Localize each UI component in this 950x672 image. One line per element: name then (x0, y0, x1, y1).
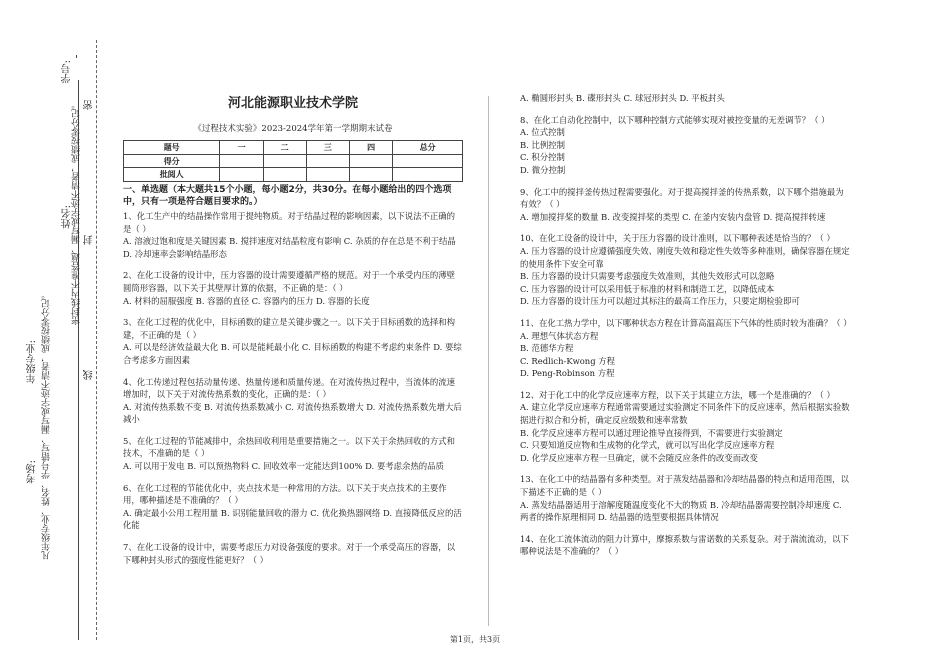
question (123, 541, 463, 566)
question (123, 376, 463, 426)
student-id-label: 学号: (62, 60, 73, 84)
question-text: 8、在化工自动化控制中，以下哪种控制方式能够实现对被控变量的无差调节？（ ） (520, 114, 830, 125)
question (123, 269, 463, 307)
option: C. 只要知道反应物和生成物的化学式，就可以写出化学反应速率方程 (520, 440, 775, 451)
question-text: 6、在化工过程的节能优化中，夹点技术是一种常用的方法。以下关于夹点技术的主要作用，哪种描述是不准确的？（ ） (123, 482, 447, 506)
column-divider (488, 96, 489, 626)
score-table-row (124, 168, 463, 182)
score-table-row (124, 141, 463, 155)
question-text: 14、在化工流体流动的阻力计算中，摩擦系数与雷诺数的关系复杂。对于湍流流动，以下哪种说法是不准确的？（ ） (520, 533, 849, 557)
option: B. 压力容器的设计只需要考虑强度失效准则，其他失效形式可以忽略 (520, 271, 775, 282)
score-table-label: 批阅人 (124, 168, 220, 182)
binding-strip (0, 0, 110, 672)
school-title: 河北能源职业技术学院 (227, 96, 358, 111)
seal-notice-2: 凡年级专业、姓名、学号错写、漏写或字迹不清者，成绩按零分记。 (42, 290, 52, 560)
score-table-label: 得分 (124, 154, 220, 168)
question-options: A. 对流传热系数不变 B. 对流传热系数减小 C. 对流传热系数增大 D. 对流传热系数先增大后减小 (123, 401, 462, 425)
question (520, 114, 850, 177)
question-text: 4、化工传递过程包括动量传递、热量传递和质量传递。在对流传热过程中，当流体的流速增加时，以下关于对流传热系数的变化，正确的是：（ ） (123, 376, 455, 400)
option: D. Peng-Robinson 方程 (520, 368, 615, 379)
question (520, 473, 850, 523)
option: A. 压力容器的设计应遵循强度失效、刚度失效和稳定性失效等多种准则，确保容器在规定的使用条件下安全可靠 (520, 245, 850, 269)
question-options: A. 椭圆形封头 B. 碟形封头 C. 球冠形封头 D. 平板封头 (520, 93, 725, 103)
question-options: A. 可以用于发电 B. 可以预热物料 C. 回收效率一定能达到100% D. 要考虑余热的品质 (123, 461, 444, 472)
question (123, 482, 463, 532)
question-text: 5、在化工过程的节能减排中，余热回收利用是重要措施之一。以下关于余热回收的方式和技术，不准确的是（ ） (123, 435, 455, 459)
option: A. 理想气体状态方程 (520, 330, 599, 341)
question-text: 10、在化工设备的设计中，关于压力容器的设计准则，以下哪种表述是恰当的？（ ） (520, 233, 835, 244)
score-table-col: 三 (306, 141, 349, 155)
option: C. 积分控制 (520, 152, 565, 163)
option: B. 范德华方程 (520, 343, 574, 354)
question (123, 316, 463, 366)
seal-notice: 密封线内不准答题、漏写或字迹不清者，成绩按零分记。 (72, 100, 82, 325)
option: A. 增加搅拌桨的数量 B. 改变搅拌桨的类型 C. 在釜内安装内盘管 D. 提高搅拌转速 (520, 211, 826, 222)
question-options: A. 确定最小公用工程用量 B. 识别能量回收的潜力 C. 优化换热器网络 D. 直接降低反应的活化能 (123, 507, 462, 531)
score-cell[interactable] (393, 168, 463, 182)
question-text: 13、在化工中的结晶器有多种类型。对于蒸发结晶器和冷却结晶器的特点和适用范围，以下描述不正确的是（ ） (520, 474, 849, 498)
score-table-row (124, 154, 463, 168)
score-table (123, 140, 463, 182)
option: C. 压力容器的设计可以采用低于标准的材料和制造工艺，以降低成本 (520, 283, 775, 294)
question (520, 317, 850, 380)
right-column (520, 92, 850, 558)
option: B. 化学反应速率方程可以通过理论推导直接得到，不需要进行实验测定 (520, 427, 783, 438)
seal-word-xian: 线 (84, 370, 95, 380)
question-text: 2、在化工设备的设计中，压力容器的设计需要遵循严格的规范。对于一个承受内压的薄壁圆筒形容器，以下关于其壁厚计算的依据，不正确的是：（ ） (123, 270, 455, 293)
score-cell[interactable] (306, 168, 349, 182)
question-text: 12、对于化工中的化学反应速率方程，以下关于其建立方法，哪一个是准确的？（ ） (520, 389, 835, 400)
score-cell[interactable] (220, 168, 263, 182)
left-column (123, 88, 463, 566)
question-text: 7、在化工设备的设计中，需要考虑压力对设备强度的要求。对于一个承受高压的容器，以下哪种封头形式的强度性能更好？（ ） (123, 542, 455, 565)
score-table-col: 四 (349, 141, 392, 155)
name-label: 姓名: (62, 205, 73, 229)
score-cell[interactable] (306, 154, 349, 168)
score-table-col: 一 (220, 141, 263, 155)
option: D. 微分控制 (520, 164, 566, 175)
question-text: 3、在化工过程的优化中，目标函数的建立是关键步骤之一。以下关于目标函数的选择和构建，不正确的是（ ） (123, 317, 455, 340)
question (520, 533, 850, 558)
score-cell[interactable] (220, 154, 263, 168)
question (123, 435, 463, 473)
seal-dashed-line (96, 40, 97, 640)
question-text: 1、化工生产中的结晶操作常用于提纯物质。对于结晶过程的影响因素，以下说法不正确的是（ ） (123, 210, 455, 234)
question-text: 9、化工中的搅拌釜传热过程需要强化。对于提高搅拌釜的传热系数，以下哪个措施最为有效？（ ） (520, 186, 844, 210)
question (520, 389, 850, 465)
option: C. Redlich-Kwong 方程 (520, 355, 615, 366)
question (123, 210, 463, 260)
page-footer: 第1页，共3页 (449, 635, 501, 644)
score-cell[interactable] (349, 168, 392, 182)
question (520, 232, 850, 308)
option: A. 蒸发结晶器适用于溶解度随温度变化不大的物质 B. 冷却结晶器需要控制冷却速度 C. 两者的操作原理相同 D. 结晶器的选型要根据具体情况 (520, 499, 842, 523)
option: B. 比例控制 (520, 139, 565, 150)
option: D. 化学反应速率方程一旦确定，就不会随反应条件的改变而改变 (520, 452, 758, 463)
score-cell[interactable] (263, 168, 306, 182)
student-id-blank[interactable] (76, 55, 77, 58)
option: A. 位式控制 (520, 127, 565, 138)
question-options: A. 可以是经济效益最大化 B. 可以是能耗最小化 C. 目标函数的构建不考虑约束条件 D. 要综合考虑多方面因素 (123, 342, 462, 365)
score-table-col: 二 (263, 141, 306, 155)
exam-site-label: 考场: (27, 460, 38, 484)
question-text: 11、在化工热力学中，以下哪种状态方程在计算高温高压下气体的性质时较为准确？（ ） (520, 317, 852, 328)
question-options: A. 材料的屈服强度 B. 容器的直径 C. 容器内的压力 D. 容器的长度 (123, 295, 370, 306)
section-heading: 一、单选题（本大题共15个小题，每小题2分，共30分。在每小题给出的四个选项中，只有一项是符合题目要求的。） (123, 184, 452, 207)
option: A. 建立化学反应速率方程通常需要通过实验测定不同条件下的反应速率，然后根据实验数据进行拟合和分析，确定反应级数和速率常数 (520, 402, 850, 426)
option: D. 压力容器的设计压力可以超过其标注的最高工作压力，只要定期检验即可 (520, 296, 800, 307)
question-options: A. 溶液过饱和度是关键因素 B. 搅拌速度对结晶粒度有影响 C. 杂质的存在总是不利于结晶 D. 冷却速率会影响结晶形态 (123, 236, 456, 259)
score-table-label: 题号 (124, 141, 220, 155)
exam-subtitle: 《过程技术实验》2023-2024学年第一学期期末试卷 (193, 123, 393, 134)
score-cell[interactable] (349, 154, 392, 168)
score-cell[interactable] (393, 154, 463, 168)
grade-major-label: 年级专业: (27, 340, 38, 384)
seal-word-feng: 封 (84, 235, 95, 245)
score-cell[interactable] (263, 154, 306, 168)
seal-word-mi: 密 (84, 100, 95, 110)
question (520, 186, 850, 224)
score-table-col: 总分 (393, 141, 463, 155)
